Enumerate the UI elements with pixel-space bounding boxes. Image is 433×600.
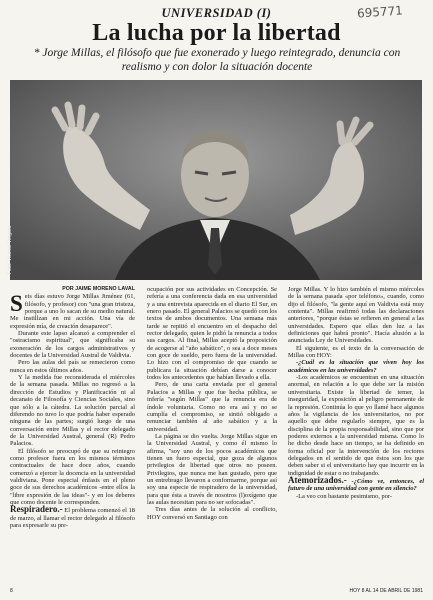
byline: POR JAIME MORENO LAVAL xyxy=(62,286,135,292)
article-column-2 xyxy=(147,286,277,521)
paragraph: -Los académicos se encuentran en una situación anormal, en relación a lo que debe ser la misión universitaria. Existe la libertad de temer, la inseguridad, la exposición al peligro permanente de la represión. Continúa lo que yo llamé hace algunos años la vigilancia de los universitarios, no por aquello que debe regularlo siempre, que es la disciplina de la propia responsabilidad, sino que por poderes externos a la universidad misma. Como lo he dicho desde hace un tiempo, se ha definido en forma oficial por la intervención de los rectores delegados en el sentido de que éstos son los que deben saber si el universitario hay que incurrir en la indignidad de estar o no trabajando. xyxy=(288,374,424,477)
paragraph: Pero, de una carta enviada por el general Palacios a Millas y que fue hecha pública, se infería "según Millas" que la renuncia era de índole voluntaria. Como no era así y no se cumplía el compromiso, se sintió obligado a renunciar también al año sabático y a la universidad. xyxy=(147,381,277,433)
section-kicker: UNIVERSIDAD (I) xyxy=(161,6,272,20)
issue-footer: HOY 8 AL 14 DE ABRIL DE 1981 xyxy=(349,588,423,594)
paragraph: Seis días estuvo Jorge Millas Jiménez (61, filósofo, y profesor) con "una gran tristeza, porque a uno lo sacan de su medio natural. Me instillzan en mi acción. Una vía de expresión mía, de creación desaparece". xyxy=(10,291,135,330)
article-lead: * Jorge Millas, el filósofo que fue exonerado y luego reintegrado, denuncia con realismo y con dolor la situación docente xyxy=(33,47,401,73)
subheading: Respiradero.- xyxy=(10,504,63,515)
paragraph: La página se dio vuelta. Jorge Millas sigue en la Universidad Austral, y como él mismo lo afirma, "soy uno de los pocos académicos que tienen un fuero especial, que goza de algunos privilegios de libertad que otros no poseen. Privilegios, que nunca me han gustado, pero que un entrebrago llevaron a conformarme, porque así soy una especie de respiradero de la universidad, para que ésta a través de nosotros (l)oxígeno que las aulas necesitan para no ser sofocadas". xyxy=(147,432,277,506)
paragraph: Y la medida fue reconsiderada el miércoles de la semana pasada. Millas no regresó a la dirección de Estudios y Planificación ni al decanato de Filosofía y Ciencias Sociales, sino que sólo a la cátedra. La solución parcial al diferendo no tuvo lo que podría haber esperado ninguna de las partes; surgió luego de una conversación entre Millas y el rector delegado de la Universidad Austral, general (R) Pedro Palacios. xyxy=(10,374,135,448)
paragraph: El siguiente, es el texto de la conversación de Millas con HOY: xyxy=(288,344,424,360)
interview-question: -¿Cuál es la situación que viven hoy los académicos en las universidades? xyxy=(288,359,424,374)
photo-jorge-millas xyxy=(7,80,422,280)
paragraph: Tres días antes de la solución al conflicto, HOY conversó en Santiago con xyxy=(147,506,277,521)
paragraph: Atemorizados.- -¿Cómo ve, entonces, el futuro de una universidad con gente en silencio? xyxy=(288,474,424,493)
paragraph: El filósofo se preocupó de que su reintegro como profesor fuera en los mismos términos contractuales de hace doce años, cuando comenzó a ejercer la docencia en la universidad valdiviana. Pone especial énfasis en el pleno goce de sus derechos académicos -entre ellos la "libre expresión de las ideas"- y en los deberes que como docente le corresponden. xyxy=(10,447,135,506)
paragraph: Durante este lapso alcanzó a comprender el "ostracismo espiritual", que significaba su exoneración de los cargos administrativos y docentes de la Universidad Austral de Valdivia. xyxy=(10,330,135,360)
paragraph: ocupación por sus actividades en Concepción. Se refería a una conferencia dada en esa universidad y a una entrevista aparecida en el diario El Sur, en enero pasado. El general Palacios se quedó con los textos de ambos documentos. Una semana más tarde se repitió el encuentro en el despacho del rector delegado, quien le pidió la renuncia a todos sus cargos. Al final, Millas aceptó la proposición de acogerse al "año sabático", o sea a doce meses con goce de sueldo, pero fuera de la universidad. Lo hizo con el compromiso de que cuando se publicara la situación debían darse a conocer todos los antecedentes que habían llevado a ella. xyxy=(147,286,277,382)
portrait-image xyxy=(10,80,422,280)
paragraph: -La veo con bastante pesimismo, por- xyxy=(296,492,393,500)
paragraph: Respiradero.- El problema comenzó el 18 de marzo, al llamar el rector delegado al filósofo para expresarle su pre- xyxy=(10,504,135,529)
article-column-3 xyxy=(288,286,424,500)
paragraph: Pero las aulas del país se remecieron como nunca en estos últimos años. xyxy=(10,359,135,374)
drop-cap: S xyxy=(10,291,23,317)
subheading: Atemorizados.- xyxy=(288,474,347,485)
page-number: 8 xyxy=(10,588,13,594)
photo-credit: Foto: Vicente Vergara xyxy=(7,225,13,274)
article-title: La lucha por la libertad xyxy=(92,20,341,46)
paragraph: Jorge Millas. Y lo hizo también el mismo miércoles de la semana pasada «por teléfono», cuando, como dijo el filósofo, "la gente aquí en Valdivia está muy contenta". Millas reafirmó todas las declaraciones anteriores, "porque éstas se refieren en general a las universidades. Espero que ellas den luz a las definiciones que habrá pronto". Hacía alusión a la anunciada Ley de Universidades. xyxy=(288,286,424,345)
article-column-1 xyxy=(10,286,135,529)
handwritten-number: 695771 xyxy=(356,3,404,21)
